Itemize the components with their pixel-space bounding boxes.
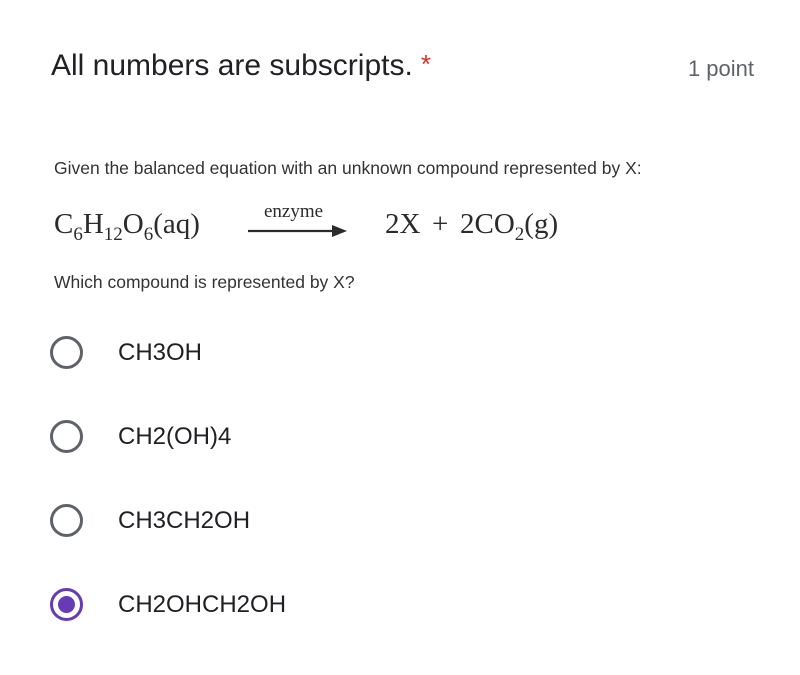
question-image	[52, 150, 752, 300]
required-marker: *	[420, 49, 431, 79]
reactant-formula: $C_6H_{12}O_6(aq)$	[54, 208, 200, 245]
option-ch2oh4[interactable]	[50, 418, 650, 462]
product-co2: $2CO_2(g)$	[460, 208, 559, 245]
question-prompt-text: Which compound is represented by X?	[54, 272, 355, 292]
radio-unselected-icon[interactable]	[50, 504, 83, 537]
chemical-equation	[52, 196, 672, 256]
option-ch2ohch2oh[interactable]	[50, 586, 650, 630]
option-ch3ch2oh[interactable]	[50, 502, 650, 546]
option-label: CH2OHCH2OH	[118, 591, 287, 618]
plus-sign: +	[432, 208, 449, 240]
question-title	[51, 46, 431, 86]
option-label: CH3CH2OH	[118, 507, 251, 534]
question-title-text: All numbers are subscripts.	[51, 49, 413, 82]
question-intro-text: Given the balanced equation with an unknown compound represented by X:	[54, 158, 642, 178]
points-label: 1 point	[687, 56, 754, 81]
option-ch3oh[interactable]	[50, 334, 650, 378]
radio-unselected-icon[interactable]	[50, 420, 83, 453]
arrow-label: enzyme	[264, 201, 324, 222]
option-label: CH2(OH)4	[118, 423, 232, 450]
question-header	[51, 46, 754, 90]
option-label: CH3OH	[118, 339, 203, 366]
reaction-arrow-icon	[248, 224, 348, 238]
radio-selected-icon[interactable]	[50, 588, 83, 621]
radio-dot	[58, 596, 75, 613]
radio-unselected-icon[interactable]	[50, 336, 83, 369]
product-2x: 2X	[385, 208, 421, 240]
